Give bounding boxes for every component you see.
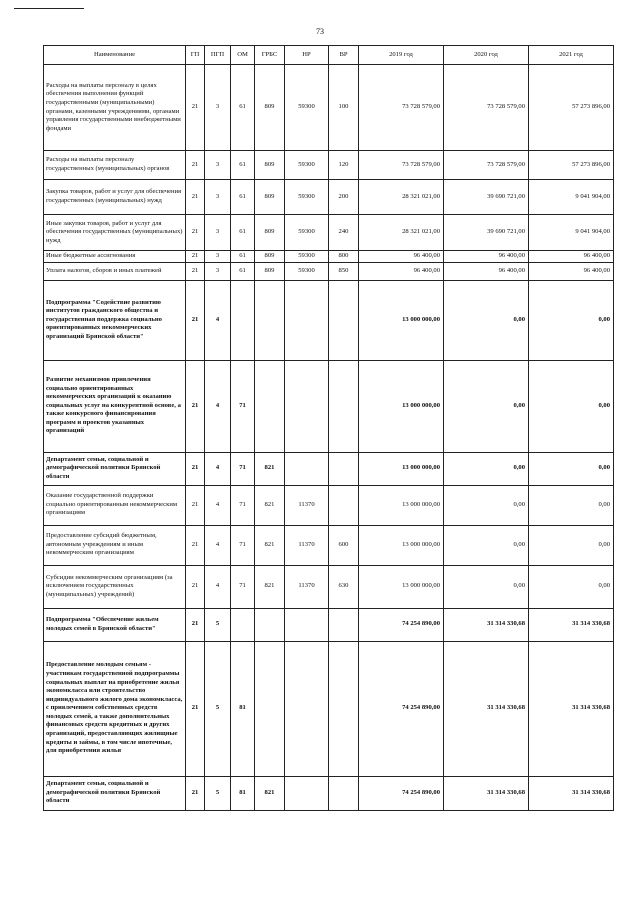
amount-cell: 31 314 330,68 — [529, 776, 614, 810]
code-cell — [285, 641, 329, 776]
row-name-cell: Подпрограмма "Содействие развитию институтов гражданского общества и государственная поддержка социально ориентированных некоммерческих организаций Брянской области" — [44, 280, 186, 360]
amount-cell: 31 314 330,68 — [444, 776, 529, 810]
row-name-cell: Расходы на выплаты персоналу в целях обеспечения выполнения функций государственными (муниципальными) органами, казенными учреждениями, органами управления государственными внебюджетными фондами — [44, 65, 186, 151]
code-cell — [329, 360, 359, 452]
code-cell: 120 — [329, 151, 359, 180]
amount-cell: 0,00 — [444, 452, 529, 485]
code-cell: 3 — [205, 180, 231, 215]
table-row — [44, 180, 614, 215]
amount-cell: 74 254 890,00 — [359, 608, 444, 641]
amount-cell: 0,00 — [444, 565, 529, 608]
code-cell: 21 — [186, 565, 205, 608]
code-cell: 81 — [231, 776, 255, 810]
code-cell — [329, 280, 359, 360]
amount-cell: 96 400,00 — [359, 262, 444, 280]
code-cell: 21 — [186, 360, 205, 452]
code-cell: 59300 — [285, 180, 329, 215]
row-name-cell: Департамент семьи, социальной и демографической политики Брянской области — [44, 452, 186, 485]
row-name-cell: Закупка товаров, работ и услуг для обеспечения государственных (муниципальных) нужд — [44, 180, 186, 215]
code-cell: 600 — [329, 525, 359, 565]
table-row — [44, 215, 614, 251]
amount-cell: 28 321 021,00 — [359, 215, 444, 251]
code-cell: 21 — [186, 262, 205, 280]
code-cell: 61 — [231, 151, 255, 180]
amount-cell: 57 273 896,00 — [529, 65, 614, 151]
code-cell: 11370 — [285, 525, 329, 565]
header-cell: 2019 год — [359, 46, 444, 65]
code-cell — [285, 360, 329, 452]
amount-cell: 13 000 000,00 — [359, 280, 444, 360]
code-cell: 21 — [186, 641, 205, 776]
code-cell: 800 — [329, 251, 359, 263]
code-cell — [329, 608, 359, 641]
header-cell: 2020 год — [444, 46, 529, 65]
code-cell: 71 — [231, 525, 255, 565]
code-cell: 100 — [329, 65, 359, 151]
code-cell — [329, 641, 359, 776]
amount-cell: 57 273 896,00 — [529, 151, 614, 180]
code-cell: 200 — [329, 180, 359, 215]
amount-cell: 39 690 721,00 — [444, 180, 529, 215]
row-name-cell: Иные бюджетные ассигнования — [44, 251, 186, 263]
row-name-cell: Иные закупки товаров, работ и услуг для обеспечения государственных (муниципальных) нужд — [44, 215, 186, 251]
amount-cell: 13 000 000,00 — [359, 565, 444, 608]
amount-cell: 31 314 330,68 — [529, 608, 614, 641]
amount-cell: 73 728 579,00 — [444, 151, 529, 180]
code-cell: 61 — [231, 262, 255, 280]
code-cell: 630 — [329, 565, 359, 608]
amount-cell: 0,00 — [529, 280, 614, 360]
code-cell: 3 — [205, 251, 231, 263]
code-cell: 4 — [205, 565, 231, 608]
row-name-cell: Подпрограмма "Обеспечение жильем молодых семей в Брянской области" — [44, 608, 186, 641]
table-row — [44, 151, 614, 180]
code-cell: 4 — [205, 360, 231, 452]
code-cell: 59300 — [285, 65, 329, 151]
amount-cell: 96 400,00 — [444, 262, 529, 280]
code-cell: 71 — [231, 485, 255, 525]
code-cell — [285, 608, 329, 641]
code-cell: 821 — [255, 452, 285, 485]
code-cell — [285, 452, 329, 485]
table-row — [44, 776, 614, 810]
code-cell: 11370 — [285, 565, 329, 608]
code-cell: 821 — [255, 485, 285, 525]
amount-cell: 31 314 330,68 — [444, 608, 529, 641]
code-cell: 21 — [186, 180, 205, 215]
amount-cell: 13 000 000,00 — [359, 452, 444, 485]
code-cell: 4 — [205, 280, 231, 360]
amount-cell: 31 314 330,68 — [444, 641, 529, 776]
header-cell: ГП — [186, 46, 205, 65]
code-cell — [231, 280, 255, 360]
code-cell: 821 — [255, 776, 285, 810]
code-cell: 809 — [255, 251, 285, 263]
code-cell: 59300 — [285, 215, 329, 251]
header-cell: НР — [285, 46, 329, 65]
amount-cell: 0,00 — [529, 525, 614, 565]
amount-cell: 96 400,00 — [444, 251, 529, 263]
amount-cell: 0,00 — [529, 565, 614, 608]
header-cell: Наименование — [44, 46, 186, 65]
header-cell: 2021 год — [529, 46, 614, 65]
amount-cell: 28 321 021,00 — [359, 180, 444, 215]
header-cell: ПГП — [205, 46, 231, 65]
amount-cell: 13 000 000,00 — [359, 525, 444, 565]
code-cell: 5 — [205, 776, 231, 810]
table-row — [44, 251, 614, 263]
code-cell: 59300 — [285, 251, 329, 263]
amount-cell: 0,00 — [444, 280, 529, 360]
row-name-cell: Уплата налогов, сборов и иных платежей — [44, 262, 186, 280]
code-cell — [255, 608, 285, 641]
code-cell: 821 — [255, 565, 285, 608]
amount-cell: 74 254 890,00 — [359, 776, 444, 810]
table-row — [44, 280, 614, 360]
amount-cell: 0,00 — [444, 360, 529, 452]
code-cell: 61 — [231, 180, 255, 215]
code-cell: 21 — [186, 215, 205, 251]
table-row — [44, 262, 614, 280]
header-row — [44, 46, 614, 65]
header-cell: ВР — [329, 46, 359, 65]
code-cell: 21 — [186, 485, 205, 525]
amount-cell: 9 041 904,00 — [529, 180, 614, 215]
code-cell: 3 — [205, 151, 231, 180]
amount-cell: 13 000 000,00 — [359, 360, 444, 452]
amount-cell: 0,00 — [529, 360, 614, 452]
row-name-cell: Развитие механизмов привлечения социально ориентированных некоммерческих организаций к оказанию социальных услуг на конкурентной основе, а также конкурсного финансирования программ и проектов указанных организаций — [44, 360, 186, 452]
row-name-cell: Департамент семьи, социальной и демографической политики Брянской области — [44, 776, 186, 810]
code-cell: 71 — [231, 360, 255, 452]
code-cell: 850 — [329, 262, 359, 280]
code-cell — [255, 280, 285, 360]
amount-cell: 96 400,00 — [359, 251, 444, 263]
code-cell: 61 — [231, 65, 255, 151]
amount-cell: 0,00 — [529, 452, 614, 485]
table-row — [44, 360, 614, 452]
code-cell: 71 — [231, 452, 255, 485]
code-cell: 21 — [186, 776, 205, 810]
code-cell — [329, 776, 359, 810]
top-rule — [14, 8, 84, 9]
code-cell: 61 — [231, 215, 255, 251]
table-row — [44, 65, 614, 151]
table-row — [44, 525, 614, 565]
code-cell: 21 — [186, 280, 205, 360]
code-cell — [255, 360, 285, 452]
code-cell: 3 — [205, 262, 231, 280]
code-cell: 71 — [231, 565, 255, 608]
code-cell: 21 — [186, 151, 205, 180]
table-row — [44, 565, 614, 608]
row-name-cell: Субсидии некоммерческим организациям (за исключением государственных (муниципальных) учреждений) — [44, 565, 186, 608]
code-cell: 821 — [255, 525, 285, 565]
header-cell: ОМ — [231, 46, 255, 65]
row-name-cell: Оказание государственной поддержки социально ориентированным некоммерческим организациям — [44, 485, 186, 525]
amount-cell: 96 400,00 — [529, 262, 614, 280]
budget-table — [43, 45, 614, 811]
header-cell: ГРБС — [255, 46, 285, 65]
code-cell: 11370 — [285, 485, 329, 525]
code-cell — [329, 485, 359, 525]
code-cell: 59300 — [285, 262, 329, 280]
table-row — [44, 608, 614, 641]
amount-cell: 13 000 000,00 — [359, 485, 444, 525]
code-cell: 21 — [186, 65, 205, 151]
row-name-cell: Предоставление молодым семьям - участникам государственной подпрограммы социальных выплат на приобретение жилья экономкласса или строительство индивидуального жилого дома экономкласса, с привлечением собственных средств молодых семей, а также дополнительных финансовых средств кредитных и других организаций, предоставляющих жилищные кредиты и займы, в том числе ипотечные, для приобретения жилья — [44, 641, 186, 776]
amount-cell: 9 041 904,00 — [529, 215, 614, 251]
code-cell: 21 — [186, 608, 205, 641]
code-cell: 809 — [255, 262, 285, 280]
amount-cell: 0,00 — [529, 485, 614, 525]
code-cell: 3 — [205, 65, 231, 151]
code-cell: 59300 — [285, 151, 329, 180]
row-name-cell: Предоставление субсидий бюджетным, автономным учреждениям и иным некоммерческим организациям — [44, 525, 186, 565]
amount-cell: 73 728 579,00 — [444, 65, 529, 151]
table-row — [44, 452, 614, 485]
row-name-cell: Расходы на выплаты персоналу государственных (муниципальных) органов — [44, 151, 186, 180]
table-row — [44, 485, 614, 525]
code-cell: 809 — [255, 65, 285, 151]
code-cell: 21 — [186, 525, 205, 565]
code-cell: 809 — [255, 180, 285, 215]
code-cell: 21 — [186, 251, 205, 263]
code-cell: 809 — [255, 151, 285, 180]
code-cell: 61 — [231, 251, 255, 263]
code-cell: 81 — [231, 641, 255, 776]
code-cell: 5 — [205, 641, 231, 776]
code-cell — [285, 280, 329, 360]
code-cell — [255, 641, 285, 776]
code-cell — [329, 452, 359, 485]
amount-cell: 39 690 721,00 — [444, 215, 529, 251]
code-cell: 809 — [255, 215, 285, 251]
amount-cell: 0,00 — [444, 485, 529, 525]
amount-cell: 31 314 330,68 — [529, 641, 614, 776]
amount-cell: 74 254 890,00 — [359, 641, 444, 776]
table-row — [44, 641, 614, 776]
code-cell: 5 — [205, 608, 231, 641]
code-cell: 240 — [329, 215, 359, 251]
amount-cell: 0,00 — [444, 525, 529, 565]
code-cell: 4 — [205, 485, 231, 525]
code-cell: 4 — [205, 525, 231, 565]
amount-cell: 73 728 579,00 — [359, 65, 444, 151]
code-cell — [231, 608, 255, 641]
code-cell — [285, 776, 329, 810]
code-cell: 21 — [186, 452, 205, 485]
amount-cell: 73 728 579,00 — [359, 151, 444, 180]
code-cell: 4 — [205, 452, 231, 485]
amount-cell: 96 400,00 — [529, 251, 614, 263]
code-cell: 3 — [205, 215, 231, 251]
page-number: 73 — [316, 27, 324, 36]
